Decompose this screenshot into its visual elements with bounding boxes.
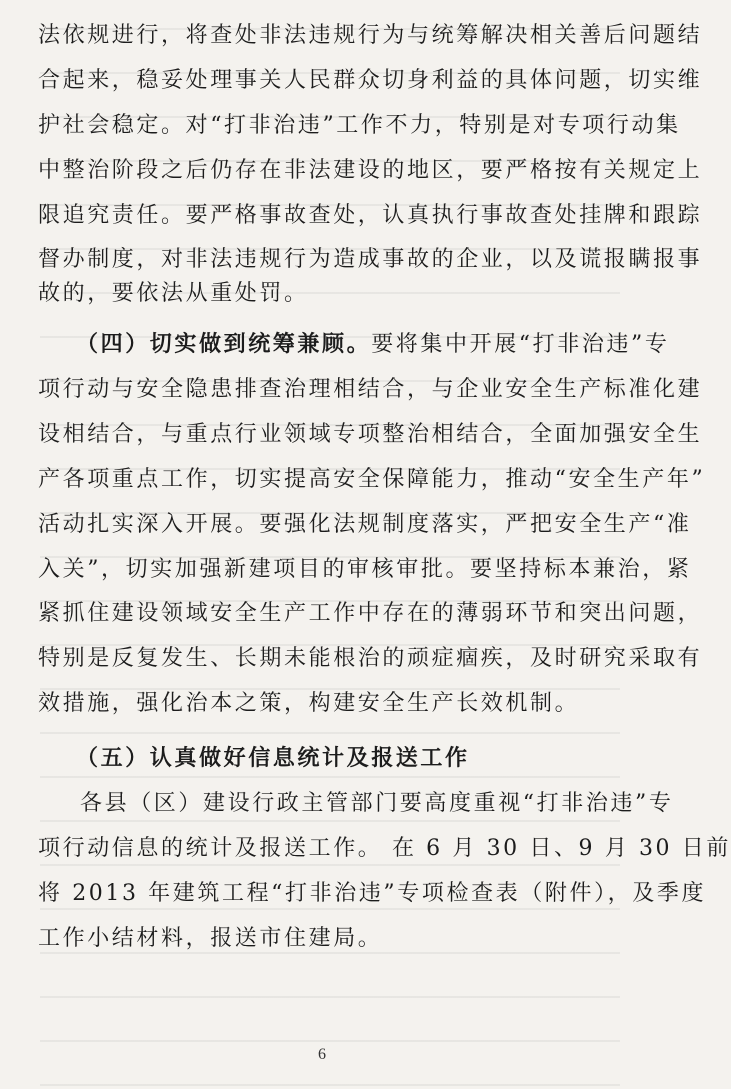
section-heading-4: （四）切实做到统筹兼顾。 bbox=[76, 332, 372, 357]
text-line: 限追究责任。要严格事故查处，认真执行事故查处挂牌和跟踪 bbox=[38, 203, 703, 228]
text-line: 督办制度，对非法违规行为造成事故的企业，以及谎报瞒报事 bbox=[38, 247, 703, 272]
text-line: 特别是反复发生、长期未能根治的顽症痼疾，及时研究采取有 bbox=[38, 646, 703, 671]
text-line: 项行动信息的统计及报送工作。 在 6 月 30 日、9 月 30 日前 bbox=[38, 836, 731, 861]
text-line: 合起来，稳妥处理事关人民群众切身利益的具体问题，切实维 bbox=[38, 68, 703, 93]
text-line: 活动扎实深入开展。要强化法规制度落实，严把安全生产“准 bbox=[38, 512, 692, 537]
text-line: 设相结合，与重点行业领域专项整治相结合，全面加强安全生 bbox=[38, 422, 703, 447]
text-line: 将 2013 年建筑工程“打非治违”专项检查表（附件），及季度 bbox=[38, 881, 707, 906]
text-line: 效措施，强化治本之策，构建安全生产长效机制。 bbox=[38, 691, 580, 716]
text-line: 产各项重点工作，切实提高安全保障能力，推动“安全生产年” bbox=[38, 467, 706, 492]
text-span: 要将集中开展“打非治违”专 bbox=[371, 332, 670, 357]
text-line bbox=[76, 331, 670, 359]
text-line: 中整治阶段之后仍存在非法建设的地区，要严格按有关规定上 bbox=[38, 158, 703, 183]
section-heading-5: （五）认真做好信息统计及报送工作 bbox=[76, 746, 470, 771]
text-line: 法依规进行，将查处非法违规行为与统筹解决相关善后问题结 bbox=[38, 23, 703, 48]
text-line: 入关”，切实加强新建项目的审核审批。要坚持标本兼治，紧 bbox=[38, 557, 692, 582]
text-line: 紧抓住建设领域安全生产工作中存在的薄弱环节和突出问题， bbox=[38, 601, 703, 626]
page-number: 6 bbox=[318, 1046, 326, 1063]
text-line: 护社会稳定。对“打非治违”工作不力，特别是对专项行动集 bbox=[38, 113, 681, 138]
text-line: 工作小结材料，报送市住建局。 bbox=[38, 926, 383, 951]
text-line: 故的，要依法从重处罚。 bbox=[38, 281, 309, 306]
text-line: 项行动与安全隐患排查治理相结合，与企业安全生产标准化建 bbox=[38, 377, 703, 402]
text-line: 各县（区）建设行政主管部门要高度重视“打非治违”专 bbox=[80, 791, 674, 816]
